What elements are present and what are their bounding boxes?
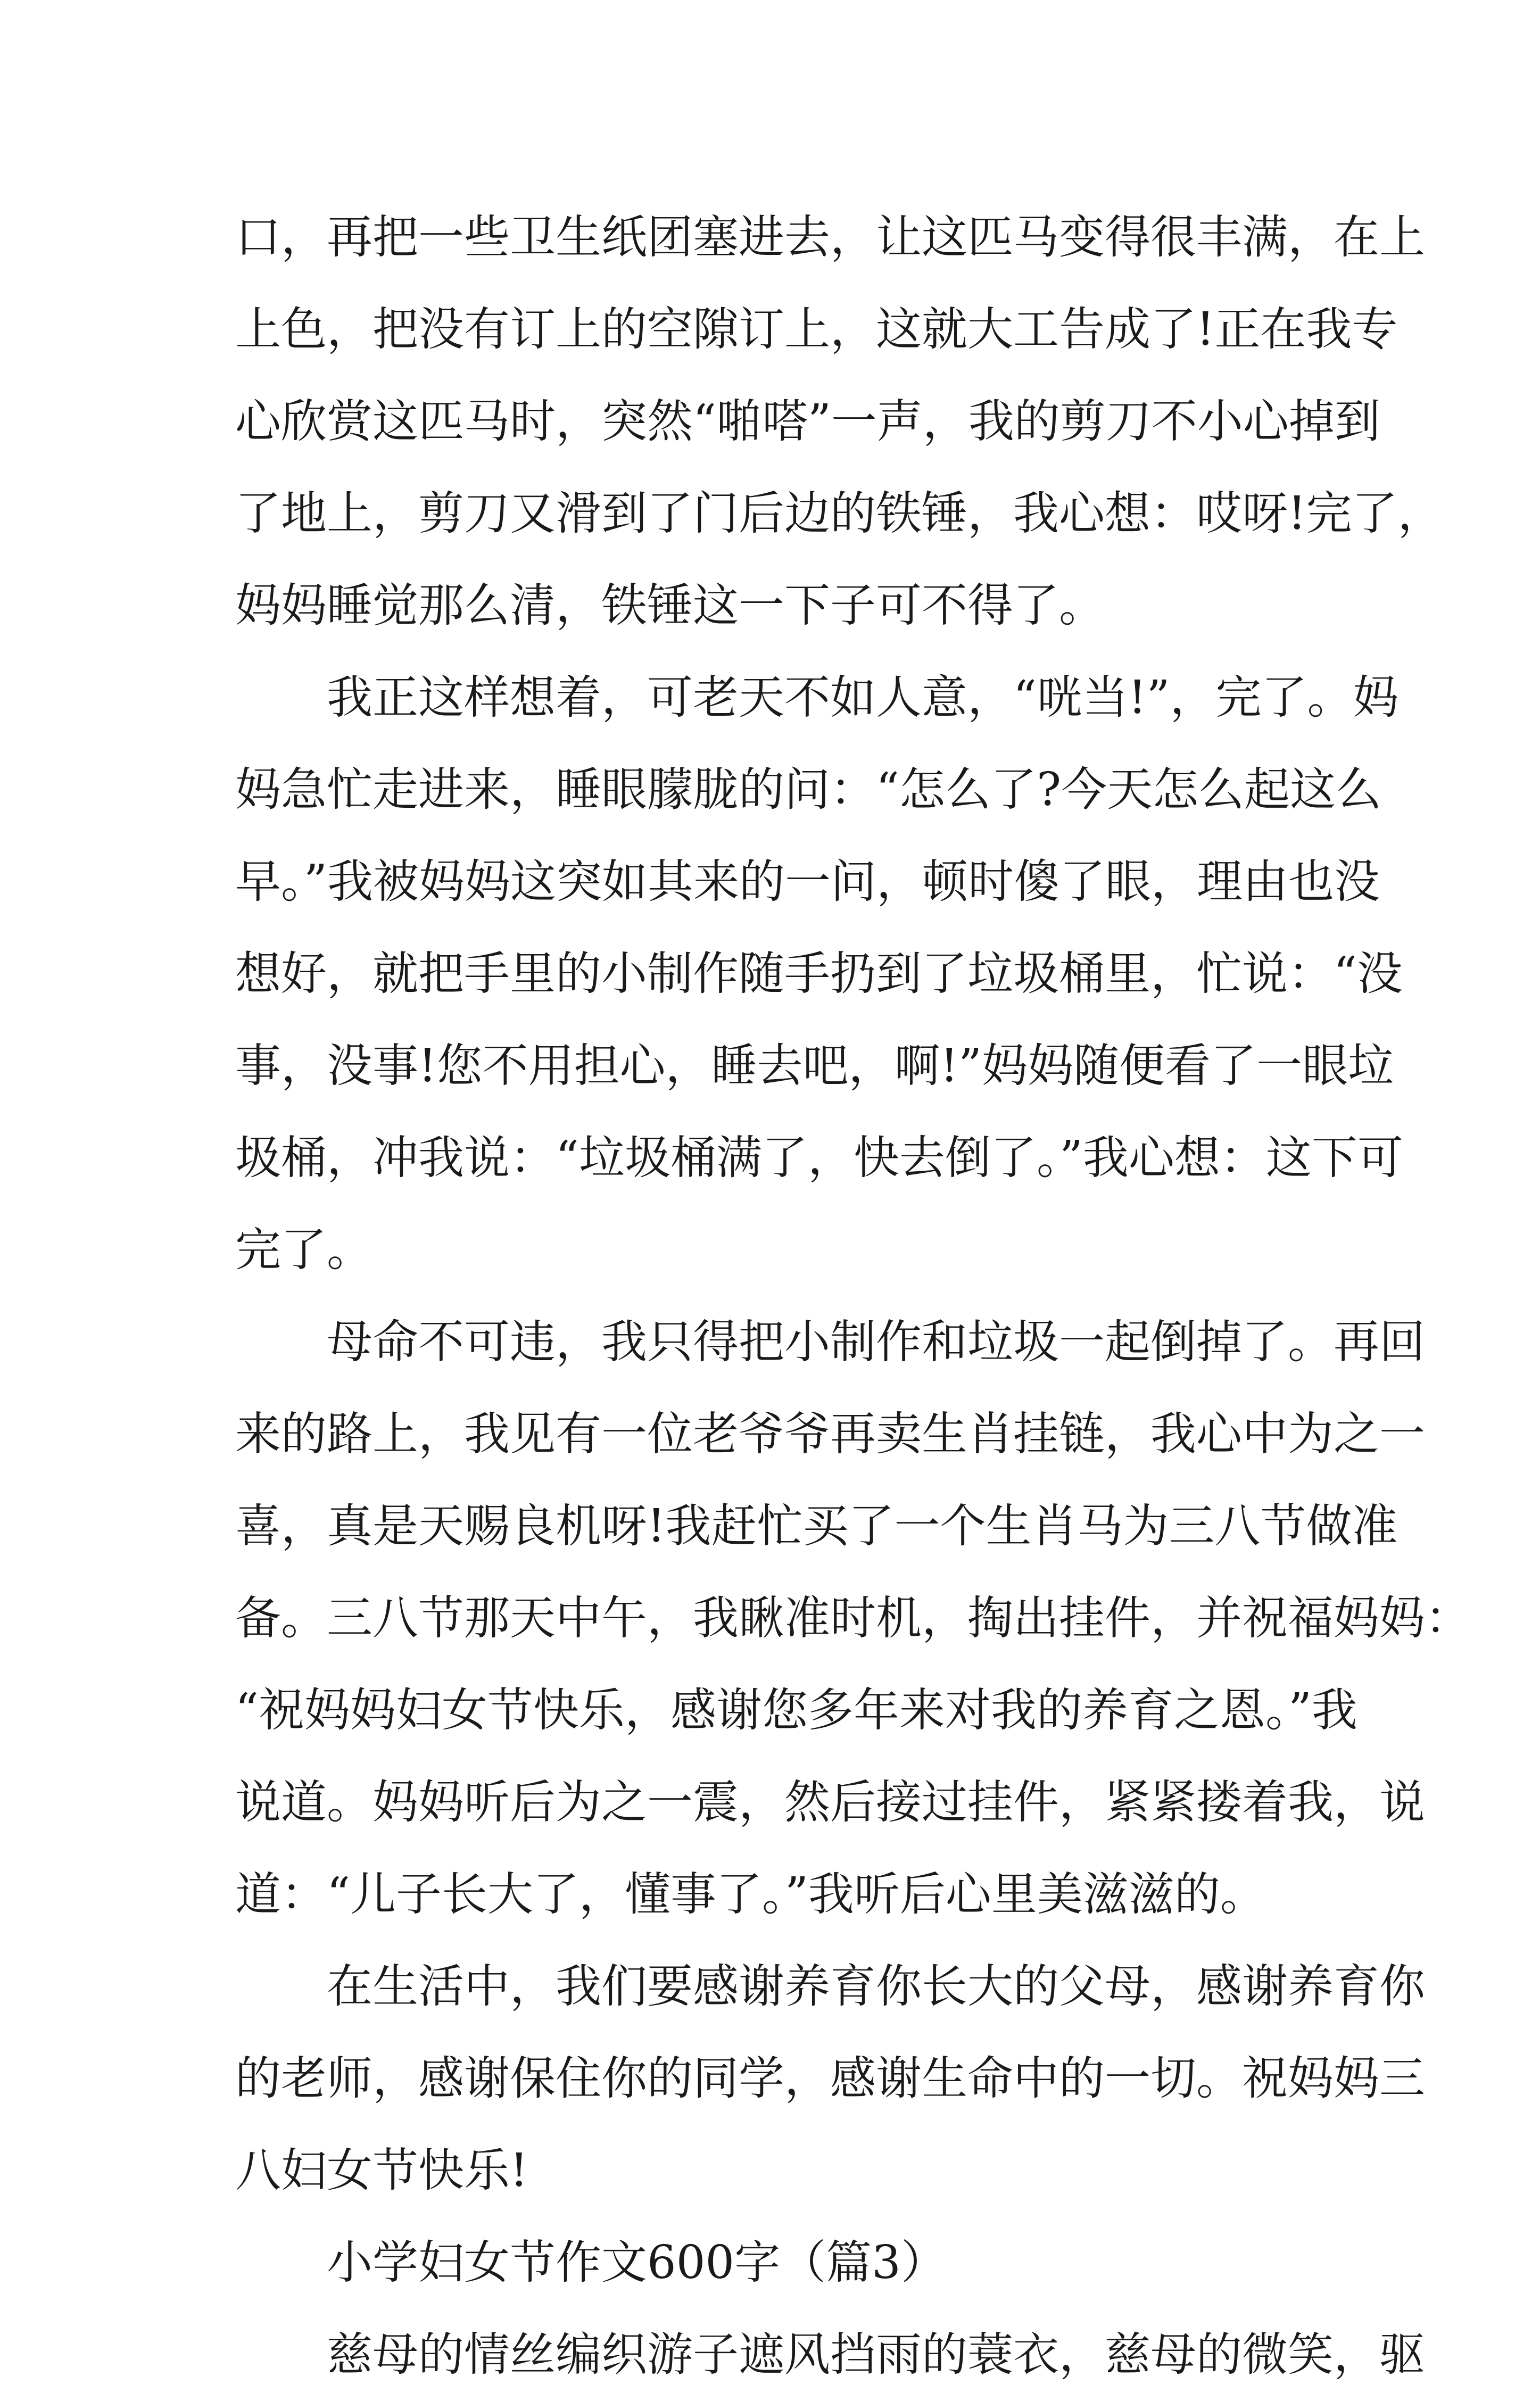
text-line: 道：“儿子长大了，懂事了。”我听后心里美滋滋的。: [235, 1868, 1266, 1921]
text-line: 想好，就把手里的小制作随手扔到了垃圾桶里，忙说：“没: [235, 947, 1403, 1000]
text-line: 妈急忙走进来，睡眼朦胧的问：“怎么了?今天怎么起这么: [235, 763, 1382, 816]
text-line: 事，没事!您不用担心，睡去吧，啊!”妈妈随便看了一眼垃: [235, 1039, 1394, 1092]
text-line: 妈妈睡觉那么清，铁锤这一下子可不得了。: [235, 579, 1105, 632]
text-line: 圾桶，冲我说：“垃圾桶满了，快去倒了。”我心想：这下可: [235, 1131, 1403, 1185]
text-line: “祝妈妈妇女节快乐，感谢您多年来对我的养育之恩。”我: [235, 1684, 1357, 1737]
section-heading: 小学妇女节作文600字（篇3）: [327, 2236, 947, 2289]
text-line: 口，再把一些卫生纸团塞进去，让这匹马变得很丰满，在上: [235, 211, 1425, 264]
text-line: 来的路上，我见有一位老爷爷再卖生肖挂链，我心中为之一: [235, 1408, 1425, 1461]
paragraph-start-line: 在生活中，我们要感谢养育你长大的父母，感谢养育你: [327, 1960, 1425, 2013]
paragraph-start-line: 我正这样想着，可老天不如人意，“咣当!”，完了。妈: [327, 671, 1399, 724]
document-body: [235, 192, 1471, 2401]
text-line: 了地上，剪刀又滑到了门后边的铁锤，我心想：哎呀!完了，: [235, 487, 1444, 540]
text-line: 完了。: [235, 1223, 372, 1277]
text-line: 上色，把没有订上的空隙订上，这就大工告成了!正在我专: [235, 303, 1398, 356]
text-line: 备。三八节那天中午，我瞅准时机，掏出挂件，并祝福妈妈：: [235, 1592, 1471, 1645]
paragraph-start-line: 慈母的情丝编织游子遮风挡雨的蓑衣，慈母的微笑，驱: [327, 2328, 1425, 2381]
text-line: 心欣赏这匹马时，突然“啪嗒”一声，我的剪刀不小心掉到: [235, 395, 1380, 448]
text-line: 早。”我被妈妈这突如其来的一问，顿时傻了眼，理由也没: [235, 855, 1380, 908]
text-line: 八妇女节快乐!: [235, 2144, 528, 2197]
paragraph-start-line: 母命不可违，我只得把小制作和垃圾一起倒掉了。再回: [327, 1315, 1425, 1369]
text-line: 喜，真是天赐良机呀!我赶忙买了一个生肖马为三八节做准: [235, 1500, 1398, 1553]
text-line: 的老师，感谢保住你的同学，感谢生命中的一切。祝妈妈三: [235, 2052, 1425, 2105]
text-line: 说道。妈妈听后为之一震，然后接过挂件，紧紧搂着我，说: [235, 1776, 1425, 1829]
